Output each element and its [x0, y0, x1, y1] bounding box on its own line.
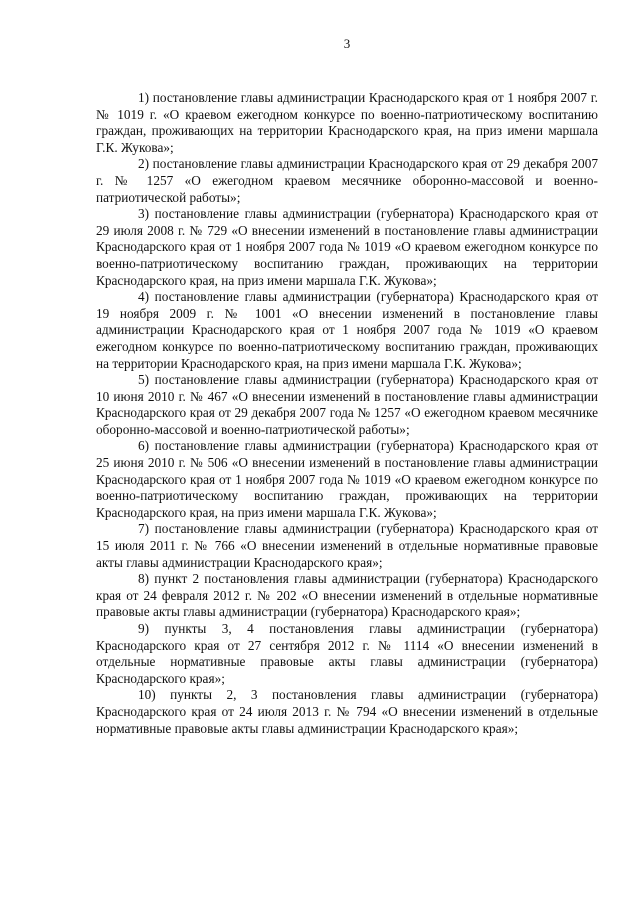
list-item: 8) пункт 2 постановления главы администрации (губернатора) Краснодарского края от 24 февраля 2012 г. № 202 «О внесении изменений в отдельные нормативные правовые акты главы администрации (губернатора) Краснодарского края»;	[96, 571, 598, 620]
list-item: 2) постановление главы администрации Краснодарского края от 29 декабря 2007 г. № 1257 «О ежегодном краевом месячнике оборонно-массовой и военно-патриотической работы»;	[96, 156, 598, 205]
list-item: 5) постановление главы администрации (губернатора) Краснодарского края от 10 июня 2010 г. № 467 «О внесении изменений в постановление главы администрации Краснодарского края от 29 декабря 2007 года № 1257 «О ежегодном краевом месячнике оборонно-массовой и военно-патриотической работы»;	[96, 372, 598, 437]
list-item: 7) постановление главы администрации (губернатора) Краснодарского края от 15 июля 2011 г. № 766 «О внесении изменений в отдельные нормативные правовые акты главы администрации Краснодарского края»;	[96, 521, 598, 570]
page-number: 3	[343, 36, 351, 51]
list-item: 4) постановление главы администрации (губернатора) Краснодарского края от 19 ноября 2009 г. № 1001 «О внесении изменений в постановление главы администрации Краснодарского края от 1 ноября 2007 года № 1019 «О краевом ежегодном конкурсе по военно-патриотическому воспитанию граждан, проживающих на территории Краснодарского края, на приз имени маршала Г.К. Жукова»;	[96, 289, 598, 371]
list-item: 10) пункты 2, 3 постановления главы администрации (губернатора) Краснодарского края от 24 июля 2013 г. № 794 «О внесении изменений в отдельные нормативные правовые акты главы администрации Краснодарского края»;	[96, 687, 598, 736]
list-item: 3) постановление главы администрации (губернатора) Краснодарского края от 29 июля 2008 г. № 729 «О внесении изменений в постановление главы администрации Краснодарского края от 1 ноября 2007 года № 1019 «О краевом ежегодном конкурсе по военно-патриотическому воспитанию граждан, проживающих на территории Краснодарского края, на приз имени маршала Г.К. Жукова»;	[96, 206, 598, 288]
list-item: 6) постановление главы администрации (губернатора) Краснодарского края от 25 июня 2010 г. № 506 «О внесении изменений в постановление главы администрации Краснодарского края от 1 ноября 2007 года № 1019 «О краевом ежегодном конкурсе по военно-патриотическому воспитанию граждан, проживающих на территории Краснодарского края, на приз имени маршала Г.К. Жукова»;	[96, 438, 598, 520]
repealed-acts-list	[96, 90, 598, 737]
list-item: 1) постановление главы администрации Краснодарского края от 1 ноября 2007 г. № 1019 г. «О краевом ежегодном конкурсе по военно-патриотическому воспитанию граждан, проживающих на территории Краснодарского края, на приз имени маршала Г.К. Жукова»;	[96, 90, 598, 155]
list-item: 9) пункты 3, 4 постановления главы администрации (губернатора) Краснодарского края от 27 сентября 2012 г. № 1114 «О внесении изменений в отдельные нормативные правовые акты главы администрации (губернатора) Краснодарского края»;	[96, 621, 598, 686]
